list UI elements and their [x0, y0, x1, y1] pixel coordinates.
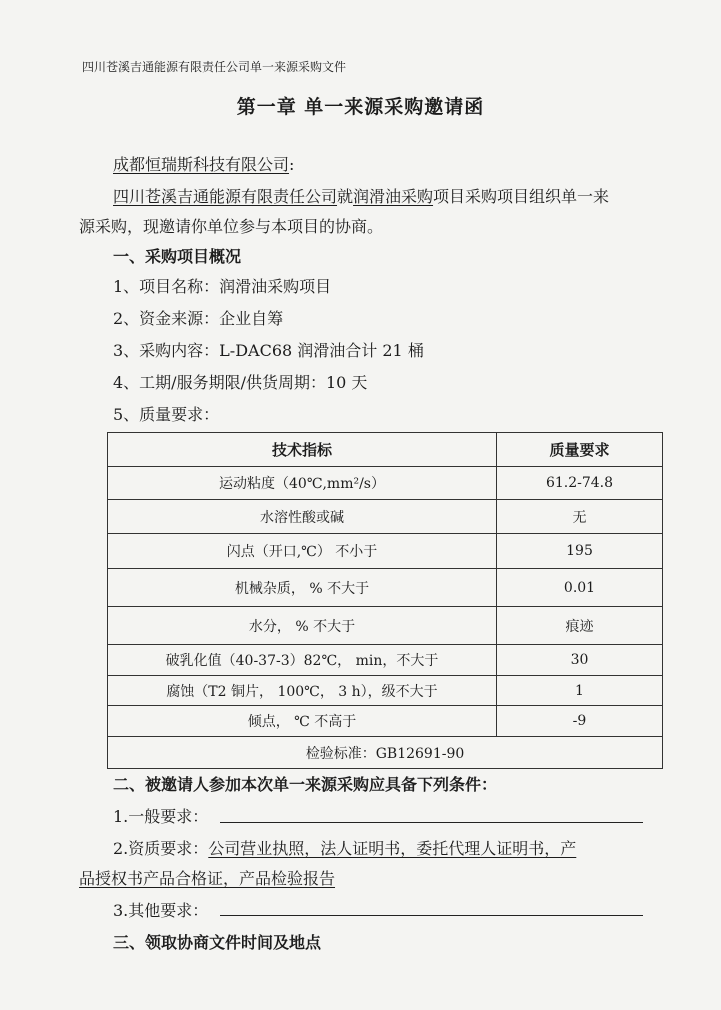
item-funding: 2、资金来源：企业自筹: [113, 309, 284, 328]
spec-cell: 腐蚀（T2 铜片， 100℃， 3 h），级不大于: [108, 676, 497, 706]
intro-company: 四川苍溪吉通能源有限责任公司: [113, 187, 338, 206]
addressee: 成都恒瑞斯科技有限公司: [113, 155, 290, 174]
req-cell: -9: [497, 706, 663, 737]
item-period: 4、工期/服务期限/供货周期：10 天: [113, 373, 368, 392]
table-row: [108, 706, 663, 737]
intro-jiu: 就: [337, 187, 354, 206]
qual-label: 2.资质要求：: [113, 839, 209, 858]
section3-heading: 三、领取协商文件时间及地点: [113, 933, 322, 952]
item-quality: 5、质量要求：: [113, 405, 220, 424]
intro-rest: 项目采购项目组织单一来: [433, 187, 610, 206]
intro-project: 润滑油采购: [353, 187, 434, 206]
table-row: [108, 467, 663, 500]
section2-heading: 二、被邀请人参加本次单一来源采购应具备下列条件：: [113, 775, 498, 794]
other-req-label: 3.其他要求：: [113, 901, 209, 920]
general-req-label: 1.一般要求：: [113, 807, 209, 826]
quality-table: [107, 432, 663, 769]
section1-heading: 一、采购项目概况: [113, 247, 242, 266]
req-cell: 195: [497, 534, 663, 569]
spec-cell: 闪点（开口,℃） 不小于: [108, 534, 497, 569]
req-cell: 痕迹: [497, 607, 663, 645]
spec-cell: 水溶性酸或碱: [108, 500, 497, 534]
general-req-blank: [220, 822, 643, 823]
document-header: 四川苍溪吉通能源有限责任公司单一来源采购文件: [82, 60, 347, 74]
header-spec: 技术指标: [108, 433, 497, 467]
table-row: [108, 645, 663, 676]
chapter-title: 第一章 单一来源采购邀请函: [236, 96, 485, 118]
intro-line-2: 源采购，现邀请你单位参与本项目的协商。: [79, 217, 384, 236]
spec-cell: 破乳化值（40-37-3）82℃， min，不大于: [108, 645, 497, 676]
table-row: [108, 534, 663, 569]
qual-line-1: [113, 836, 576, 859]
req-cell: 1: [497, 676, 663, 706]
header-req: 质量要求: [497, 433, 663, 467]
inspection-standard: 检验标准：GB12691-90: [108, 737, 663, 769]
req-cell: 0.01: [497, 569, 663, 607]
req-cell: 61.2-74.8: [497, 467, 663, 500]
table-footer-row: [108, 737, 663, 769]
intro-line-1: [113, 184, 609, 207]
table-header-row: [108, 433, 663, 467]
qual-text-1: 公司营业执照，法人证明书，委托代理人证明书，产: [208, 839, 577, 858]
qual-text-2: 品授权书产品合格证，产品检验报告: [79, 869, 336, 888]
req-cell: 30: [497, 645, 663, 676]
req-cell: 无: [497, 500, 663, 534]
table-row: [108, 569, 663, 607]
addressee-colon: :: [289, 155, 295, 174]
spec-cell: 运动粘度（40℃,mm²/s）: [108, 467, 497, 500]
spec-cell: 倾点， ℃ 不高于: [108, 706, 497, 737]
spec-cell: 机械杂质， % 不大于: [108, 569, 497, 607]
addressee-line: [113, 152, 294, 175]
item-project-name: 1、项目名称：润滑油采购项目: [113, 277, 332, 296]
item-content: 3、采购内容：L-DAC68 润滑油合计 21 桶: [113, 341, 424, 360]
spec-cell: 水分， % 不大于: [108, 607, 497, 645]
table-row: [108, 500, 663, 534]
other-req-blank: [220, 915, 643, 916]
table-row: [108, 676, 663, 706]
table-row: [108, 607, 663, 645]
